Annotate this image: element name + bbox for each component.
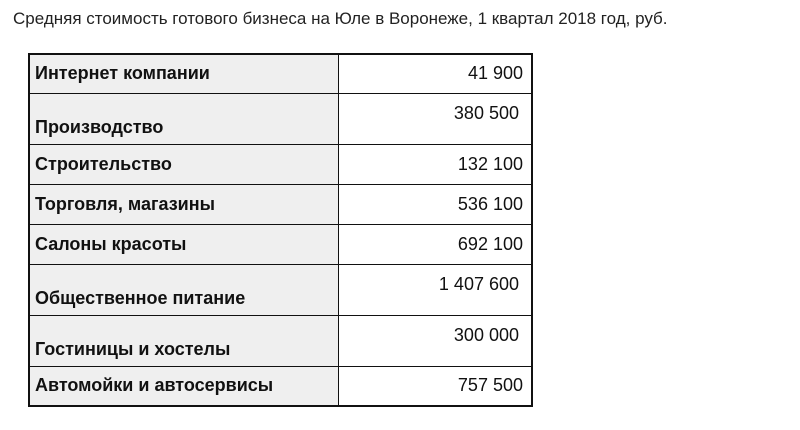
value-cell: 757 500 (339, 366, 533, 406)
table-row (29, 144, 532, 184)
category-cell: Интернет компании (29, 54, 339, 93)
table-row (29, 264, 532, 315)
page-title: Средняя стоимость готового бизнеса на Юле в Воронеже, 1 квартал 2018 год, руб. (13, 9, 668, 28)
category-cell: Торговля, магазины (29, 184, 339, 224)
value-cell: 380 500 (339, 93, 533, 144)
table-row (29, 93, 532, 144)
category-cell: Гостиницы и хостелы (29, 315, 339, 366)
value-cell: 536 100 (339, 184, 533, 224)
value-cell: 692 100 (339, 224, 533, 264)
value-cell: 300 000 (339, 315, 533, 366)
table-row (29, 315, 532, 366)
table-row (29, 224, 532, 264)
value-cell: 41 900 (339, 54, 533, 93)
category-cell: Строительство (29, 144, 339, 184)
category-cell: Производство (29, 93, 339, 144)
category-cell: Общественное питание (29, 264, 339, 315)
business-cost-table (28, 53, 533, 407)
category-cell: Автомойки и автосервисы (29, 366, 339, 406)
value-cell: 132 100 (339, 144, 533, 184)
table-row (29, 54, 532, 93)
table-row (29, 184, 532, 224)
value-cell: 1 407 600 (339, 264, 533, 315)
table-row (29, 366, 532, 406)
category-cell: Салоны красоты (29, 224, 339, 264)
